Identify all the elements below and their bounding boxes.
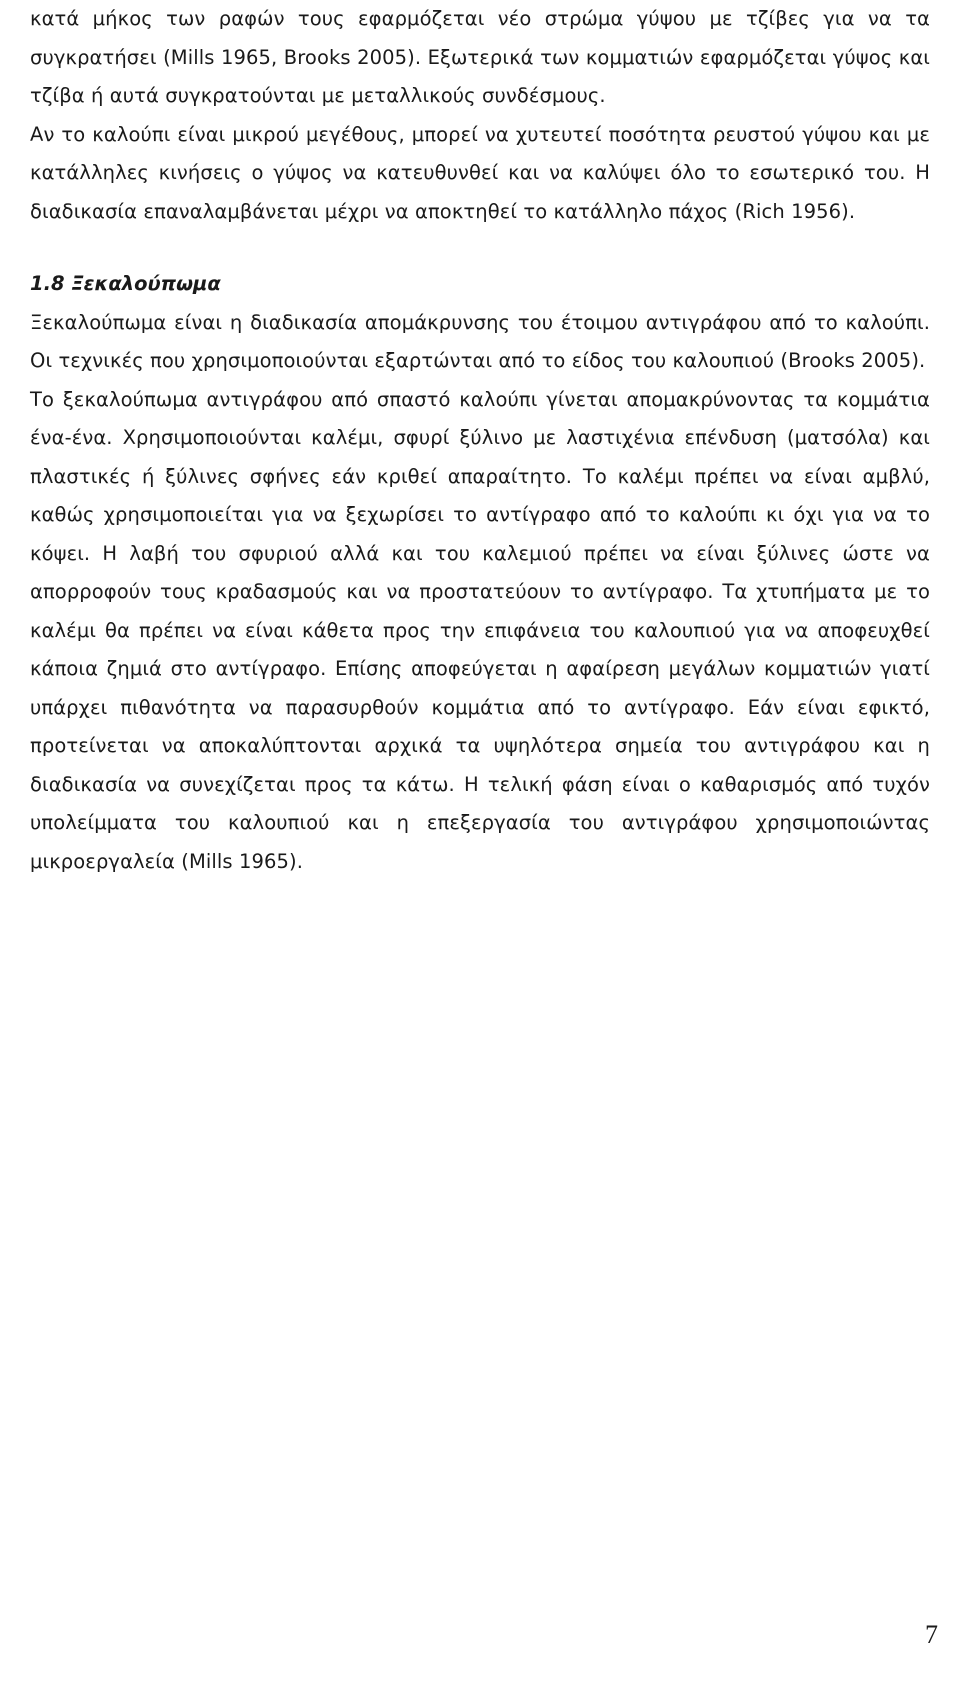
paragraph-demoulding-definition: Ξεκαλούπωμα είναι η διαδικασία απομάκρυνσης του έτοιμου αντιγράφου από το καλούπι. Οι τεχνικές που χρησιμοποιούνται εξαρτώνται από το είδος του καλουπιού (Brooks 2005). <box>30 310 930 372</box>
document-page <box>30 0 930 881</box>
paragraph-small-mould-casting: Αν το καλούπι είναι μικρού μεγέθους, μπορεί να χυτευτεί ποσότητα ρευστού γύψου και με κατάλληλες κινήσεις ο γύψος να κατευθυνθεί και να καλύψει όλο το εσωτερικό του. Η διαδικασία επαναλαμβάνεται μέχρι να αποκτηθεί το κατάλληλο πάχος (Rich 1956). <box>30 122 930 223</box>
section-title: Ξεκαλούπωμα <box>71 272 221 295</box>
paragraph-demoulding-process: Το ξεκαλούπωμα αντιγράφου από σπαστό καλούπι γίνεται απομακρύνοντας τα κομμάτια ένα-ένα. Χρησιμοποιούνται καλέμι, σφυρί ξύλινο με λαστιχένια επένδυση (ματσόλα) και πλαστικές ή ξύλινες σφήνες εάν κριθεί απαραίτητο. Το καλέμι πρέπει να είναι αμβλύ, καθώς χρησιμοποιείται για να ξεχωρίσει το αντίγραφο από το καλούπι κι όχι για να το κόψει. Η λαβή του σφυριού αλλά και του καλεμιού πρέπει να είναι ξύλινες ώστε να απορροφούν τους κραδασμούς και να προστατεύουν το αντίγραφο. Τα χτυπήματα με το καλέμι θα πρέπει να είναι κάθετα προς την επιφάνεια του καλουπιού για να αποφευχθεί κάποια ζημιά στο αντίγραφο. Επίσης αποφεύγεται η αφαίρεση μεγάλων κομματιών γιατί υπάρχει πιθανότητα να παρασυρθούν κομμάτια από το αντίγραφο. Εάν είναι εφικτό, προτείνεται να αποκαλύπτονται αρχικά τα υψηλότερα σημεία του αντιγράφου και η διαδικασία να συνεχίζεται προς τα κάτω. Η τελική φάση είναι ο καθαρισμός από τυχόν υπολείμματα του καλουπιού και η επεξεργασία του αντιγράφου χρησιμοποιώντας μικροεργαλεία (Mills 1965). <box>30 387 930 873</box>
section-number: 1.8 <box>30 272 65 295</box>
paragraph-continuation: κατά μήκος των ραφών τους εφαρμόζεται νέο στρώμα γύψου με τζίβες για να τα συγκρατήσει (Mills 1965, Brooks 2005). Εξωτερικά των κομματιών εφαρμόζεται γύψος και τζίβα ή αυτά συγκρατούνται με μεταλλικούς συνδέσμους. <box>30 7 930 107</box>
section-heading <box>30 265 930 304</box>
page-number: 7 <box>925 1620 938 1649</box>
